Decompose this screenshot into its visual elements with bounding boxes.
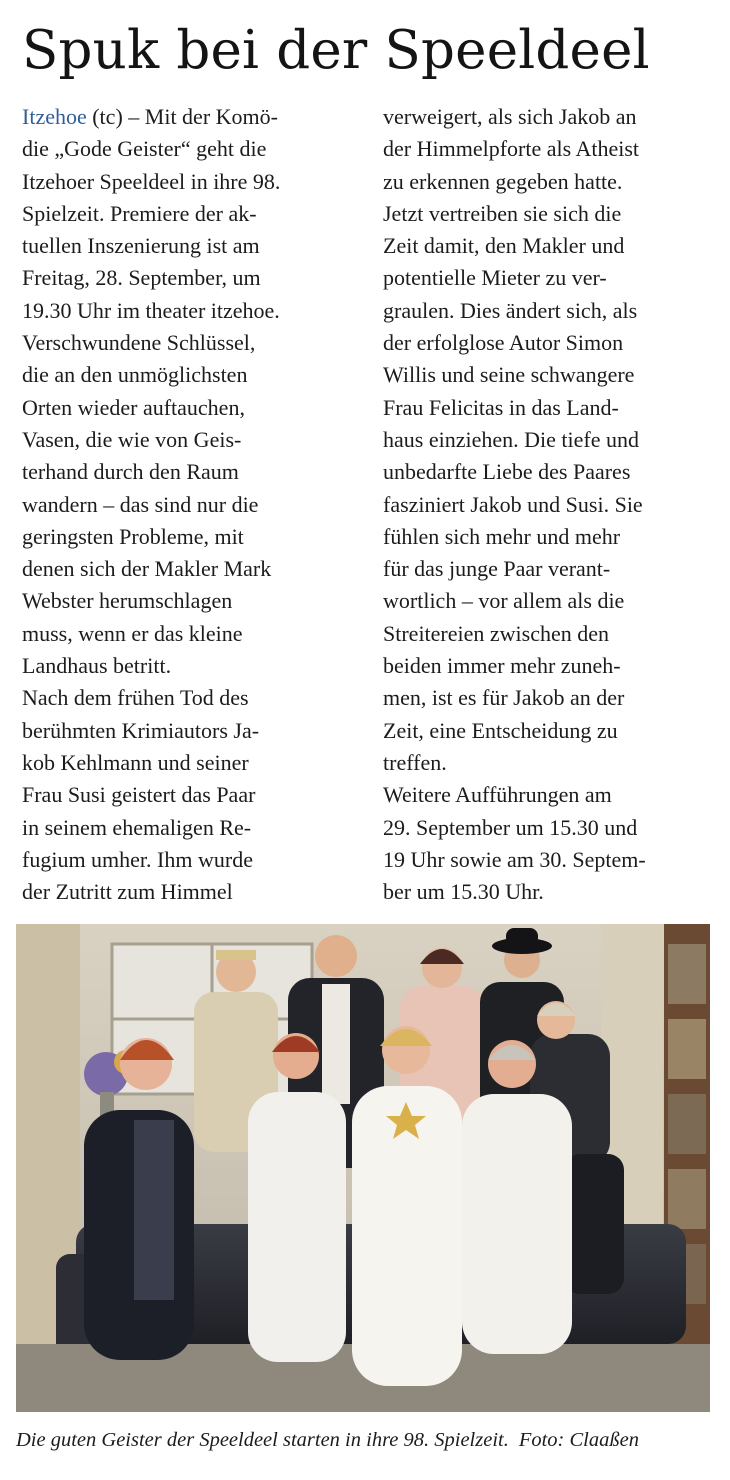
article-line: Spielzeit. Premiere der ak-	[22, 200, 257, 226]
article-line: fugium umher. Ihm wurde	[22, 846, 253, 872]
article-line: Zeit damit, den Makler und	[383, 233, 625, 259]
article-line: unbedarfte Liebe des Paares	[383, 459, 631, 485]
article-line: treffen.	[383, 749, 447, 775]
article-line: beiden immer mehr zuneh-	[383, 653, 621, 679]
article-line: Zeit, eine Entscheidung zu	[383, 717, 618, 743]
article-line: fühlen sich mehr und mehr	[383, 523, 621, 549]
article-line: geringsten Probleme, mit	[22, 523, 244, 549]
article-line: tuellen Inszenierung ist am	[22, 233, 260, 259]
dateline: Itzehoe	[22, 104, 87, 129]
article-line	[22, 101, 352, 133]
article-line: Vasen, die wie von Geis-	[22, 426, 242, 452]
cast-photo	[16, 924, 710, 1412]
photo-caption	[16, 1425, 716, 1455]
headline: Spuk bei der Speeldeel	[22, 20, 650, 81]
article-line: Frau Susi geistert das Paar	[22, 782, 256, 808]
article-line: graulen. Dies ändert sich, als	[383, 297, 638, 323]
article-line: terhand durch den Raum	[22, 459, 239, 485]
article-line: Streitereien zwischen den	[383, 620, 610, 646]
article-line: Itzehoer Speeldeel in ihre 98.	[22, 168, 281, 194]
article-line: für das junge Paar verant-	[383, 556, 611, 582]
cast-photo-illustration	[16, 924, 710, 1412]
article-column-right	[383, 101, 713, 908]
article-line: verweigert, als sich Jakob an	[383, 104, 637, 129]
article-line: Verschwundene Schlüssel,	[22, 330, 256, 356]
article-line: der Himmelpforte als Atheist	[383, 136, 639, 162]
article-line: in seinem ehemaligen Re-	[22, 814, 252, 840]
caption-text: Die guten Geister der Speeldeel starten in ihre 98. Spielzeit.	[16, 1429, 509, 1451]
article-line: die an den unmöglichsten	[22, 362, 248, 388]
article-line: potentielle Mieter zu ver-	[383, 265, 607, 291]
article-line: haus einziehen. Die tiefe und	[383, 426, 639, 452]
article-line: der erfolglose Autor Simon	[383, 330, 624, 356]
article-line: Frau Felicitas in das Land-	[383, 394, 619, 420]
article-line: Weitere Aufführungen am	[383, 782, 612, 808]
article-line: Nach dem frühen Tod des	[22, 685, 249, 711]
article-line: 19.30 Uhr im theater itzehoe.	[22, 297, 280, 323]
article-line: Webster herumschlagen	[22, 588, 233, 614]
article-line: fasziniert Jakob und Susi. Sie	[383, 491, 643, 517]
article-line: berühmten Krimiautors Ja-	[22, 717, 260, 743]
article-line: wortlich – vor allem als die	[383, 588, 625, 614]
article-line: wandern – das sind nur die	[22, 491, 259, 517]
article-line: Willis und seine schwangere	[383, 362, 635, 388]
photo-credit: Foto: Claaßen	[518, 1429, 639, 1451]
article-line: 19 Uhr sowie am 30. Septem-	[383, 846, 646, 872]
article-line: kob Kehlmann und seiner	[22, 749, 249, 775]
article-line: 29. September um 15.30 und	[383, 814, 638, 840]
article-line: men, ist es für Jakob an der	[383, 685, 625, 711]
article-line: die „Gode Geister“ geht die	[22, 136, 267, 162]
article-line: der Zutritt zum Himmel	[22, 879, 233, 905]
article-line: Freitag, 28. September, um	[22, 265, 261, 291]
article-line: zu erkennen gegeben hatte.	[383, 168, 623, 194]
article-line: ber um 15.30 Uhr.	[383, 879, 544, 905]
article-line: Orten wieder auftauchen,	[22, 394, 245, 420]
article-line: denen sich der Makler Mark	[22, 556, 272, 582]
article-column-left	[22, 101, 352, 908]
article-line: Landhaus betritt.	[22, 653, 172, 679]
article-line: Jetzt vertreiben sie sich die	[383, 200, 622, 226]
article-line: muss, wenn er das kleine	[22, 620, 243, 646]
article-line-text: (tc) – Mit der Komö-	[86, 104, 278, 129]
